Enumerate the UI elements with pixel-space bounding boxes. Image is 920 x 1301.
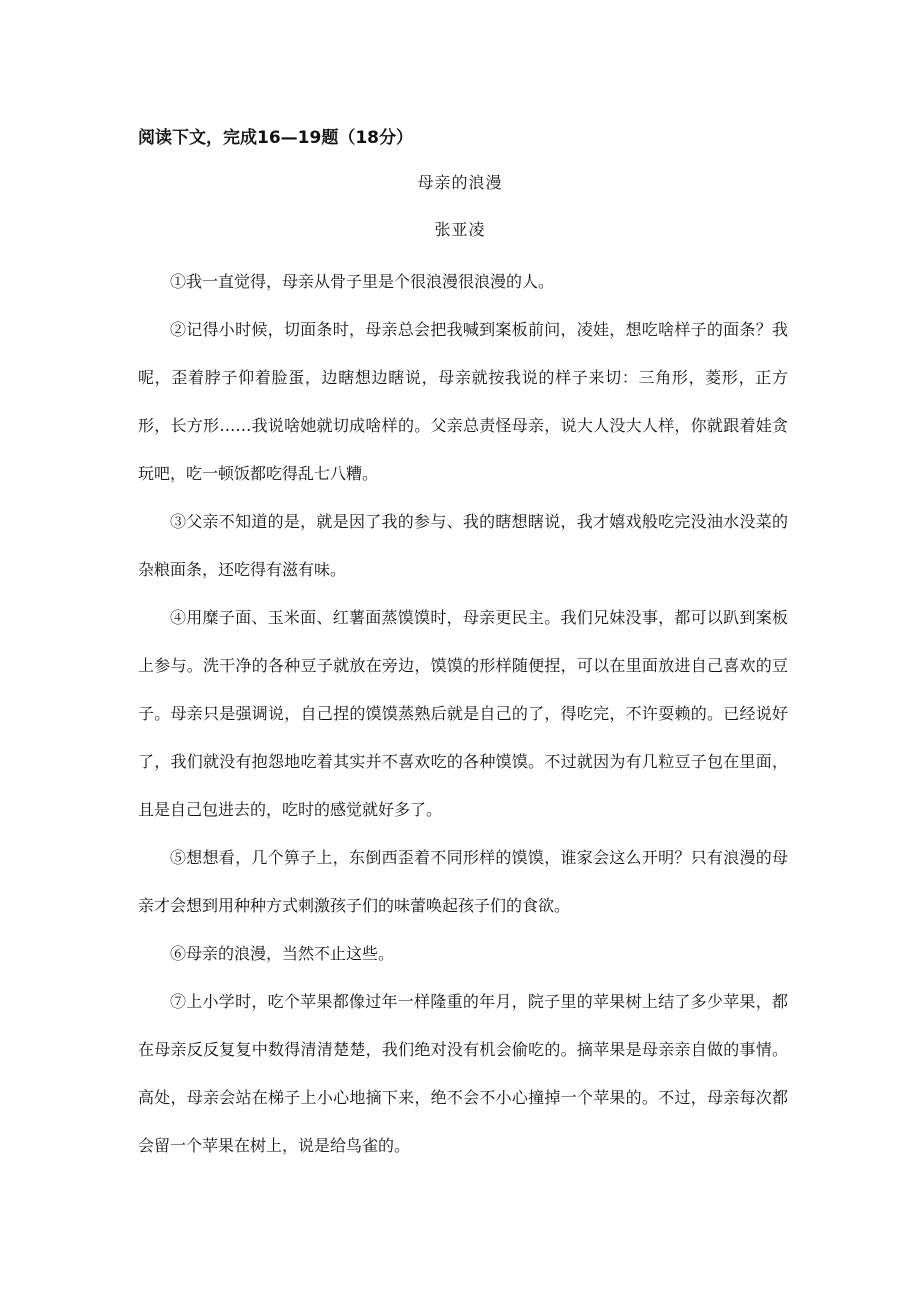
article-title: 母亲的浪漫	[417, 173, 503, 192]
question-instruction: 阅读下文，完成16—19题（18分）	[138, 128, 413, 148]
paragraph-3: ③父亲不知道的是，就是因了我的参与、我的瞎想瞎说，我才嬉戏般吃完没油水没菜的杂粮面条，还吃得有滋有味。	[138, 512, 788, 579]
paragraph-2: ②记得小时候，切面条时，母亲总会把我喊到案板前问，凌娃，想吃啥样子的面条？我呢，歪着脖子仰着脸蛋，边瞎想边瞎说，母亲就按我说的样子来切：三角形，菱形，正方形，长方形……我说啥她就切成啥样的。父亲总责怪母亲，说大人没大人样，你就跟着娃贪玩吧，吃一顿饭都吃得乱七八糟。	[138, 320, 788, 483]
paragraph-6: ⑥母亲的浪漫，当然不止这些。	[170, 944, 395, 963]
paragraph-4: ④用糜子面、玉米面、红薯面蒸馍馍时，母亲更民主。我们兄妹没事，都可以趴到案板上参与。洗干净的各种豆子就放在旁边，馍馍的形样随便捏，可以在里面放进自己喜欢的豆子。母亲只是强调说，自己捏的馍馍蒸熟后就是自己的了，得吃完，不许耍赖的。已经说好了，我们就没有抱怨地吃着其实并不喜欢吃的各种馍馍。不过就因为有几粒豆子包在里面，且是自己包进去的，吃时的感觉就好多了。	[138, 608, 788, 819]
paragraph-1: ①我一直觉得，母亲从骨子里是个很浪漫很浪漫的人。	[170, 272, 555, 291]
article-body	[138, 258, 788, 1170]
paragraph-7: ⑦上小学时，吃个苹果都像过年一样隆重的年月，院子里的苹果树上结了多少苹果，都在母亲反反复复中数得清清楚楚，我们绝对没有机会偷吃的。摘苹果是母亲亲自做的事情。高处，母亲会站在梯子上小心地摘下来，绝不会不小心撞掉一个苹果的。不过，母亲每次都会留一个苹果在树上，说是给鸟雀的。	[138, 992, 788, 1155]
article-author: 张亚凌	[434, 220, 486, 239]
paragraph-5: ⑤想想看，几个箅子上，东倒西歪着不同形样的馍馍，谁家会这么开明？只有浪漫的母亲才会想到用种种方式刺激孩子们的味蕾唤起孩子们的食欲。	[138, 848, 788, 915]
